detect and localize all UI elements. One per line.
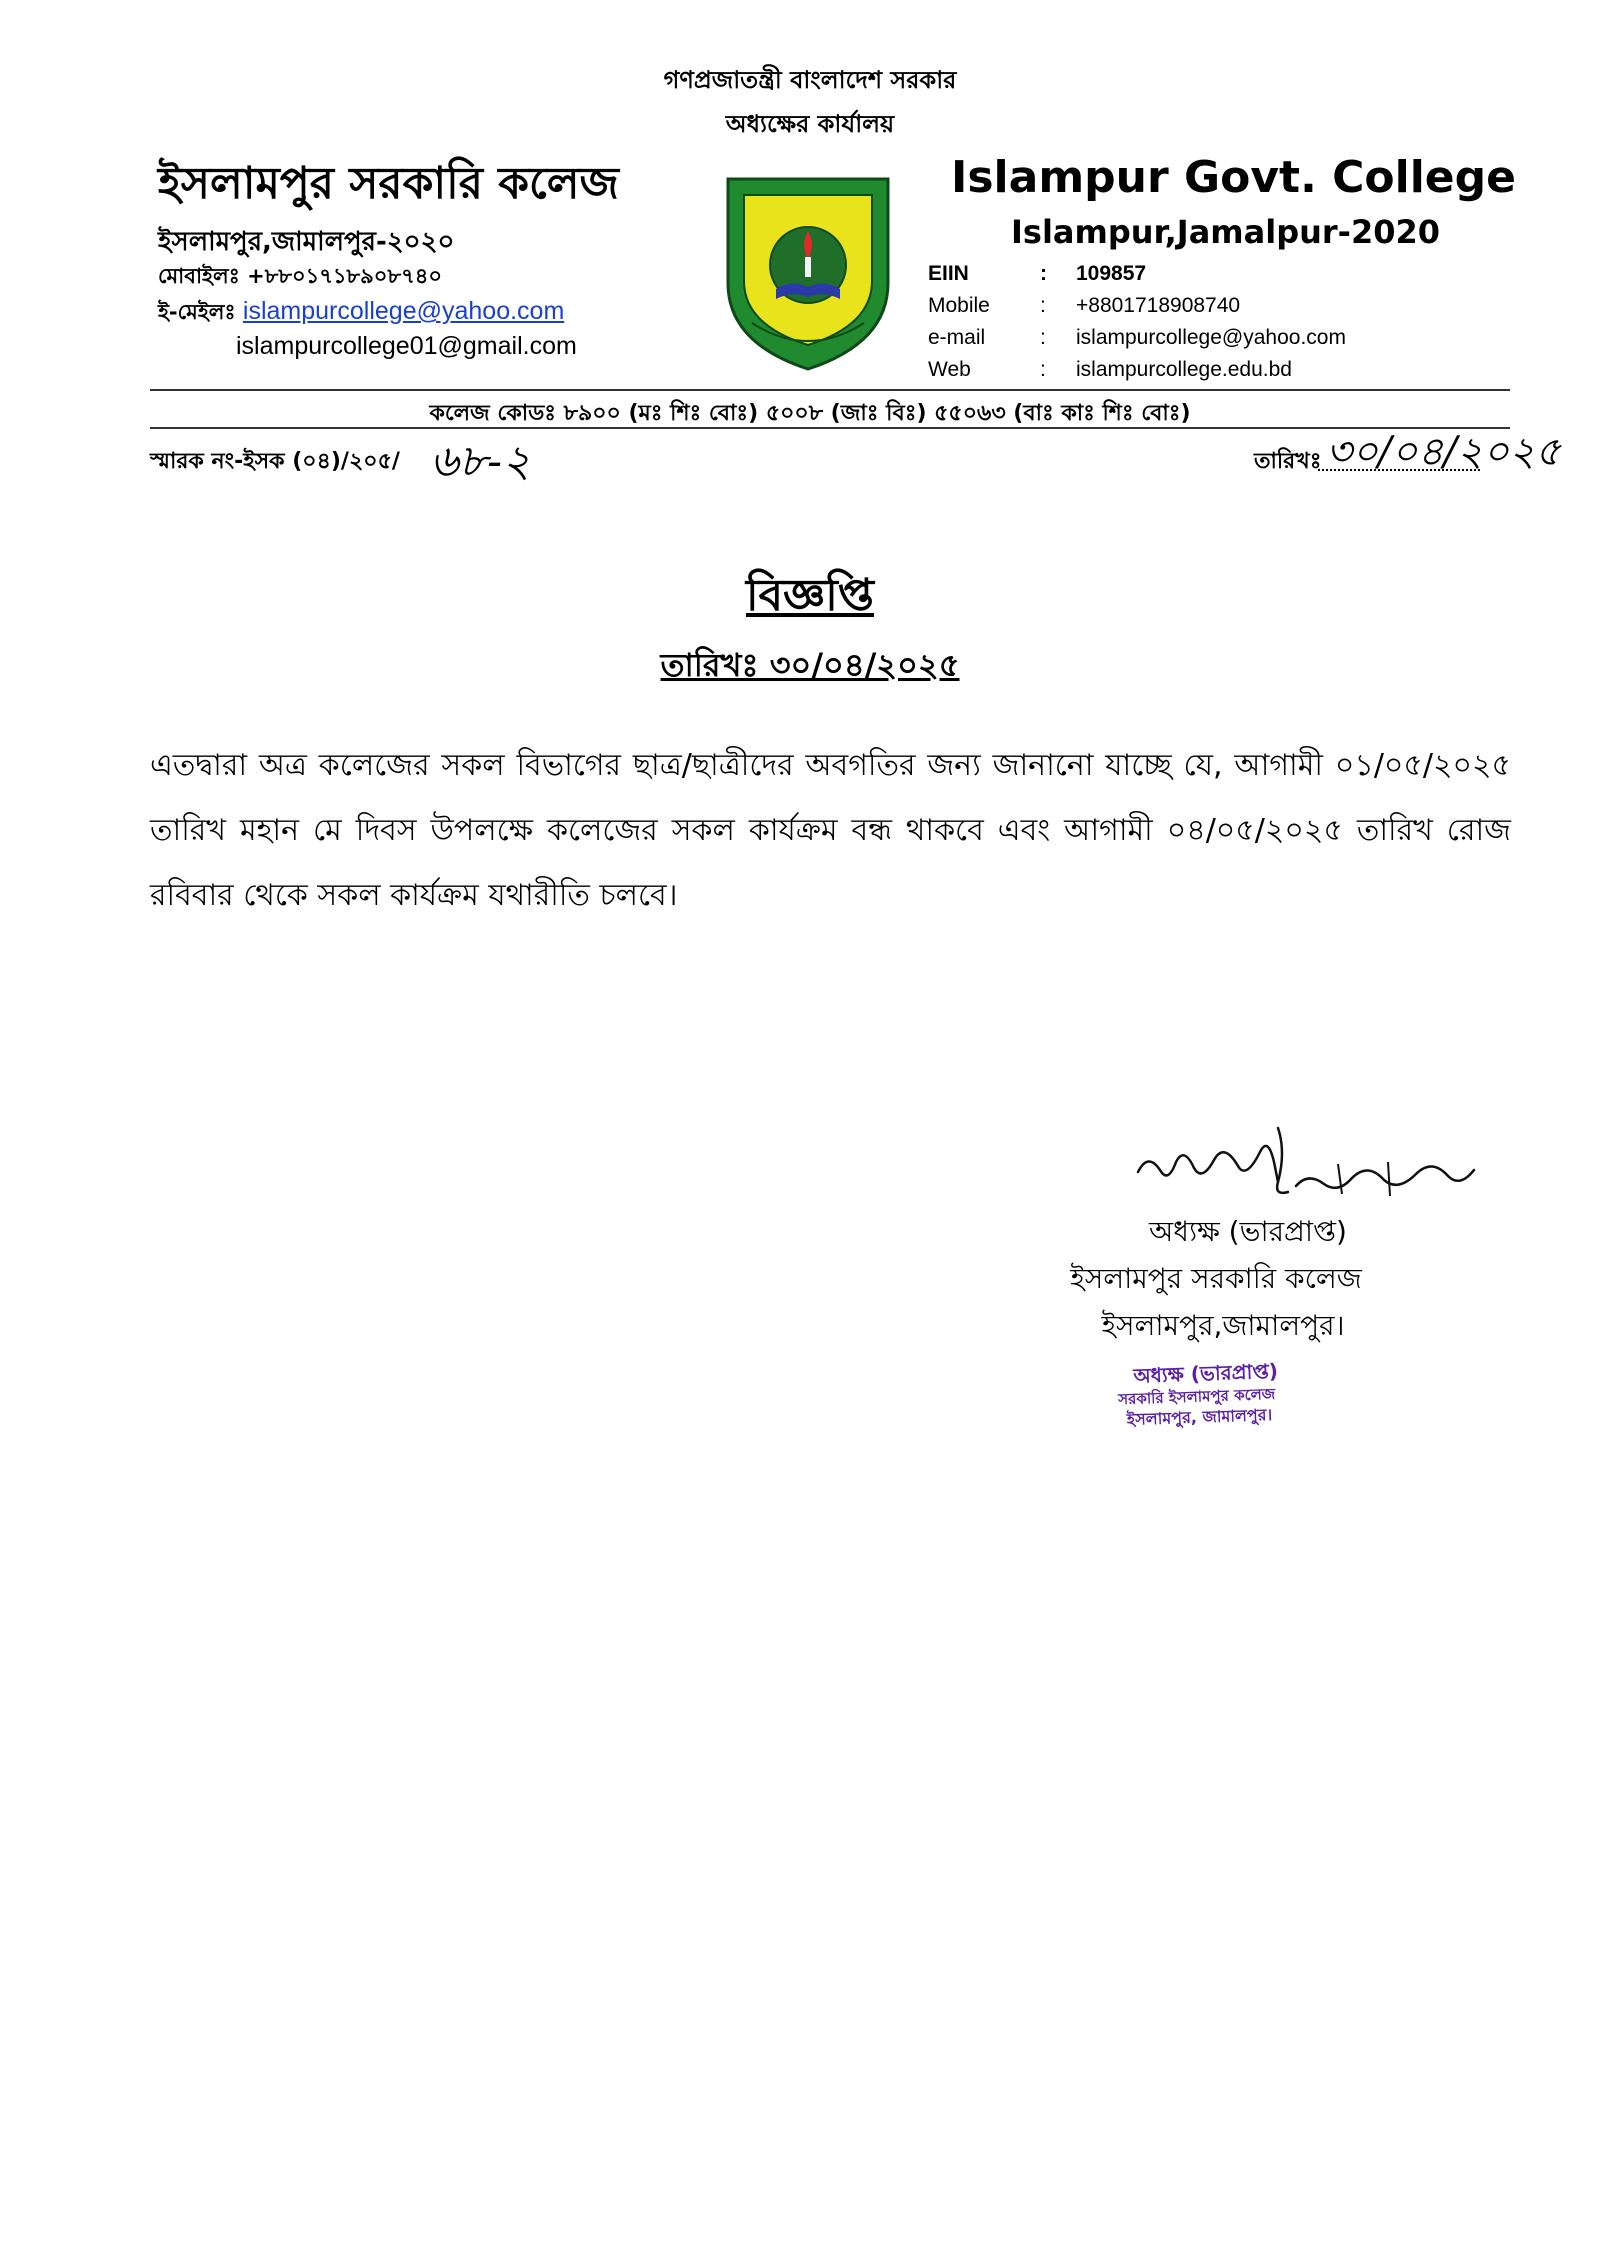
contact-key: Web: [928, 358, 971, 381]
contact-key: Mobile: [928, 294, 990, 317]
contact-row-mobile: [928, 294, 1346, 326]
signatory-address: ইসলামপুর,জামালপুর।: [1101, 1309, 1345, 1342]
seal-line-2: সরকারি ইসলামপুর কলেজ: [1117, 1384, 1276, 1409]
contact-value: +8801718908740: [1076, 294, 1241, 317]
college-contact-table: [928, 262, 1346, 390]
contact-key: e-mail: [928, 326, 986, 349]
college-address-bangla: ইসলামপুর,জামালপুর-২০২০: [158, 227, 455, 257]
memo-handwritten-date: ৩০/০৪/২০২৫: [1326, 429, 1561, 475]
college-codes: কলেজ কোডঃ ৮৯০০ (মঃ শিঃ বোঃ) ৫০০৮ (জাঃ বিঃ) ৫৫০৬৩ (বাঃ কাঃ শিঃ বোঃ): [429, 401, 1191, 426]
signatory-college: ইসলামপুর সরকারি কলেজ: [1070, 1262, 1362, 1295]
contact-separator: :: [1040, 294, 1046, 317]
contact-row-email: [928, 326, 1346, 358]
contact-separator: :: [1040, 262, 1047, 285]
contact-value: islampurcollege@yahoo.com: [1076, 326, 1346, 349]
college-email-row: [158, 296, 564, 331]
handwritten-signature: [1128, 1122, 1488, 1212]
contact-row-web: [928, 358, 1346, 390]
contact-value: 109857: [1076, 262, 1147, 285]
email-link[interactable]: islampurcollege@yahoo.com: [242, 297, 565, 325]
college-address-english: Islampur,Jamalpur-2020: [1011, 213, 1440, 251]
office-name: অধ্যক্ষের কার্যালয়: [725, 110, 895, 138]
contact-key: EIIN: [928, 262, 969, 285]
secondary-email: islampurcollege01@gmail.com: [236, 332, 577, 360]
memo-handwritten-number: ৬৮-২: [430, 436, 531, 487]
official-seal-stamp: [1103, 1353, 1385, 1433]
seal-line-3: ইসলামপুর, জামালপুর।: [1126, 1405, 1273, 1430]
email-label: ই-মেইলঃ: [158, 300, 236, 324]
memo-date-label: তারিখঃ: [1254, 449, 1322, 474]
header-divider-bottom: [150, 427, 1510, 429]
notice-date: তারিখঃ ৩০/০৪/২০২৫: [660, 646, 960, 684]
notice-title: বিজ্ঞপ্তি: [746, 570, 874, 621]
college-name-bangla: ইসলামপুর সরকারি কলেজ: [158, 158, 619, 209]
college-crest-icon: [722, 173, 894, 373]
contact-separator: :: [1040, 358, 1046, 381]
contact-value: islampurcollege.edu.bd: [1076, 358, 1292, 381]
college-mobile-bangla: মোবাইলঃ +৮৮০১৭১৮৯০৮৭৪০: [158, 264, 443, 288]
government-name: গণপ্রজাতন্ত্রী বাংলাদেশ সরকার: [663, 66, 957, 94]
header-divider-top: [150, 389, 1510, 391]
seal-line-1: অধ্যক্ষ (ভারপ্রাপ্ত): [1132, 1358, 1279, 1388]
contact-separator: :: [1040, 326, 1046, 349]
contact-row-eiin: [928, 262, 1346, 294]
college-name-english: Islampur Govt. College: [951, 152, 1516, 203]
notice-body: এতদ্বারা অত্র কলেজের সকল বিভাগের ছাত্র/ছাত্রীদের অবগতির জন্য জানানো যাচ্ছে যে, আগামী ০১/০৫/২০২৫ তারিখ মহান মে দিবস উপলক্ষে কলেজের সকল কার্যক্রম বন্ধ থাকবে এবং আগামী ০৪/০৫/২০২৫ তারিখ রোজ রবিবার থেকে সকল কার্যক্রম যথারীতি চলবে।: [150, 748, 1511, 913]
signatory-title: অধ্যক্ষ (ভারপ্রাপ্ত): [1149, 1215, 1347, 1248]
memo-number: স্মারক নং-ইসক (০৪)/২০৫/: [150, 449, 400, 474]
